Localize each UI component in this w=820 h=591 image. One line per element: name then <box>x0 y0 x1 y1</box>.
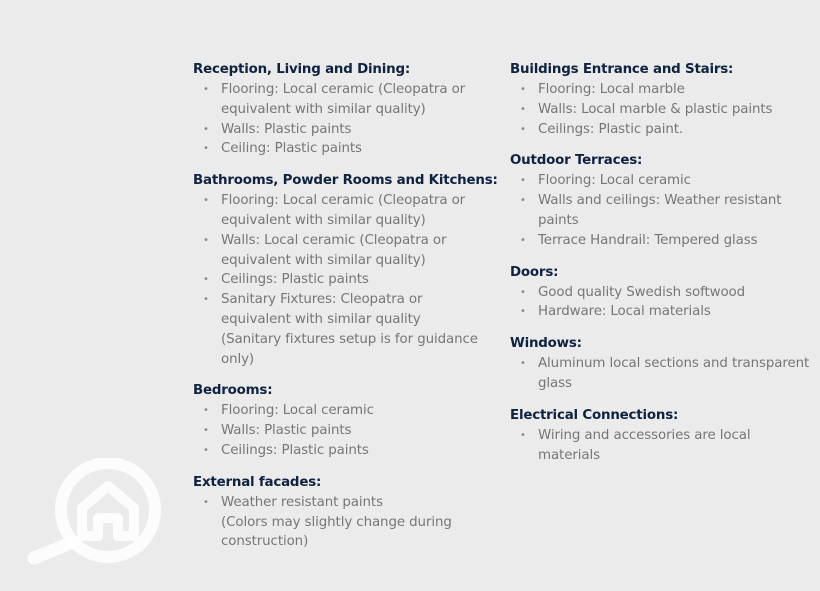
spec-line: Flooring: Local ceramic <box>538 173 691 189</box>
spec-item <box>193 80 493 120</box>
spec-line: glass <box>538 375 572 391</box>
spec-line: (Colors may slightly change during <box>221 514 452 530</box>
spec-line: Ceiling: Plastic paints <box>221 141 362 157</box>
spec-item <box>510 191 815 231</box>
section-heading: Windows: <box>510 336 582 352</box>
spec-line: equivalent with similar quality) <box>221 212 426 228</box>
spec-line: equivalent with similar quality) <box>221 101 426 117</box>
spec-line: equivalent with similar quality) <box>221 252 426 268</box>
spec-line: Aluminum local sections and transparent <box>538 356 810 372</box>
spec-item <box>193 231 493 271</box>
spec-list <box>510 80 815 139</box>
spec-line: only) <box>221 351 255 367</box>
section-external-facades <box>193 473 493 552</box>
section-heading: Reception, Living and Dining: <box>193 62 411 77</box>
section-reception-living-and-dining <box>193 60 493 159</box>
section-heading: Doors: <box>510 264 559 280</box>
spec-line: Flooring: Local ceramic <box>221 403 374 419</box>
spec-item <box>510 231 815 251</box>
section-heading: External facades: <box>193 474 322 490</box>
spec-item <box>510 120 815 140</box>
spec-item <box>193 191 493 231</box>
spec-item <box>193 441 493 461</box>
spec-line: Walls and ceilings: Weather resistant <box>538 193 782 209</box>
spec-list <box>193 80 493 159</box>
spec-line: Ceilings: Plastic paints <box>221 272 369 288</box>
section-heading: Buildings Entrance and Stairs: <box>510 62 734 77</box>
spec-item <box>510 100 815 120</box>
spec-list <box>510 283 815 323</box>
spec-line: Flooring: Local marble <box>538 82 685 97</box>
spec-list <box>193 401 493 460</box>
magnifier-house-icon <box>26 458 166 568</box>
spec-item <box>193 270 493 290</box>
section-outdoor-terraces <box>510 151 815 250</box>
spec-item <box>193 401 493 421</box>
spec-line: Sanitary Fixtures: Cleopatra or <box>221 292 423 308</box>
specs-column-right <box>510 60 815 477</box>
section-electrical-connections <box>510 406 815 466</box>
spec-line: Good quality Swedish softwood <box>538 284 746 300</box>
spec-line: Walls: Plastic paints <box>221 423 352 439</box>
spec-line: Walls: Local marble & plastic paints <box>538 101 773 117</box>
section-bedrooms <box>193 381 493 460</box>
spec-line: Wiring and accessories are local <box>538 427 751 443</box>
spec-item <box>510 354 815 394</box>
spec-list <box>193 493 493 552</box>
spec-line: Flooring: Local ceramic (Cleopatra or <box>221 193 466 209</box>
section-heading: Outdoor Terraces: <box>510 153 643 169</box>
spec-line: Weather resistant paints <box>221 494 383 510</box>
spec-line: Ceilings: Plastic paints <box>221 442 369 458</box>
spec-item <box>510 426 815 466</box>
section-windows <box>510 334 815 394</box>
spec-item <box>193 120 493 140</box>
spec-item <box>510 171 815 191</box>
spec-line: Hardware: Local materials <box>538 304 711 320</box>
spec-item <box>193 290 493 369</box>
section-heading: Bathrooms, Powder Rooms and Kitchens: <box>193 173 498 189</box>
section-heading: Electrical Connections: <box>510 407 679 423</box>
spec-line: Terrace Handrail: Tempered glass <box>538 232 758 248</box>
section-heading: Bedrooms: <box>193 383 273 399</box>
spec-item <box>193 139 493 159</box>
spec-line: Flooring: Local ceramic (Cleopatra or <box>221 82 466 97</box>
spec-list <box>193 191 493 369</box>
section-bathrooms-powder-rooms-and-kitchens <box>193 171 498 369</box>
spec-item <box>193 493 493 552</box>
spec-line: Ceilings: Plastic paint. <box>538 121 684 137</box>
spec-item <box>510 80 815 100</box>
spec-line: materials <box>538 447 600 463</box>
spec-item <box>193 421 493 441</box>
spec-line: Walls: Plastic paints <box>221 121 352 137</box>
spec-line: paints <box>538 212 579 228</box>
spec-line: equivalent with similar quality <box>221 311 421 327</box>
spec-item <box>510 283 815 303</box>
section-doors <box>510 263 815 323</box>
section-buildings-entrance-and-stairs <box>510 60 815 139</box>
spec-list <box>510 354 815 394</box>
spec-line: (Sanitary fixtures setup is for guidance <box>221 331 478 347</box>
spec-line: Walls: Local ceramic (Cleopatra or <box>221 232 447 248</box>
spec-list <box>510 171 815 250</box>
spec-item <box>510 302 815 322</box>
specs-column-left <box>193 60 498 564</box>
spec-line: construction) <box>221 534 309 550</box>
spec-list <box>510 426 815 466</box>
